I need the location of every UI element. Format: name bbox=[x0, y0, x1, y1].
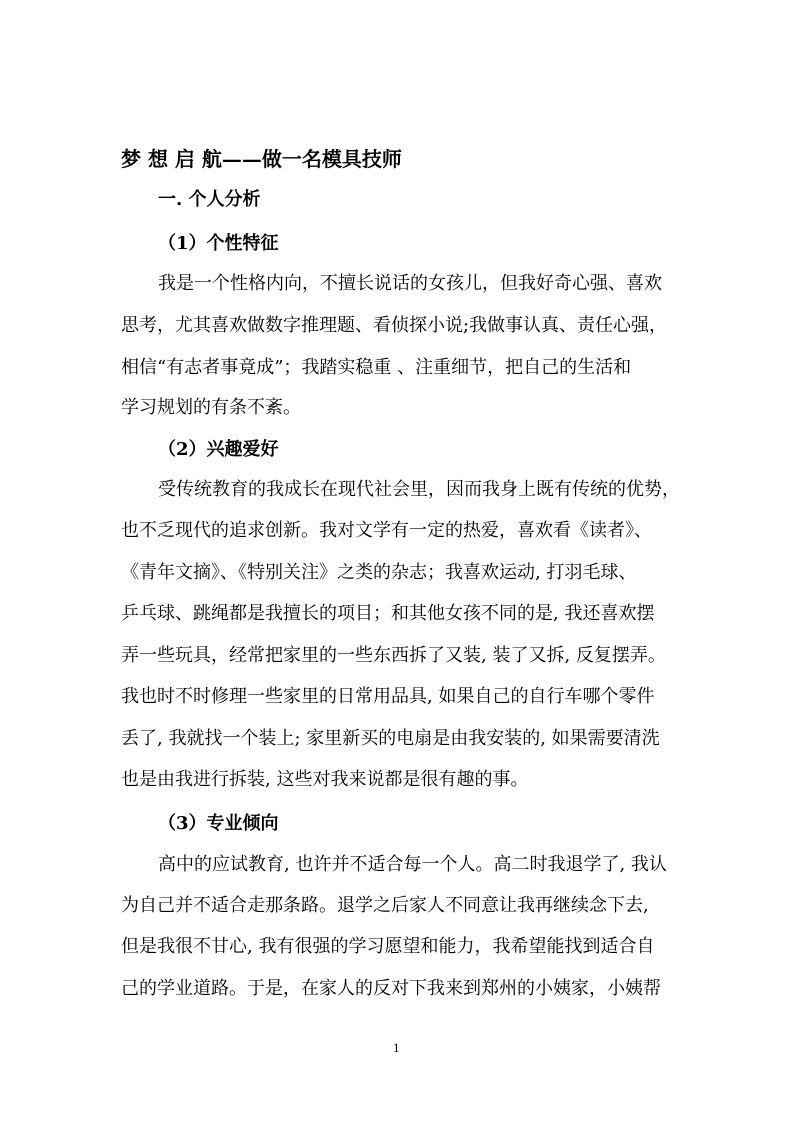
subheading-personality: （1）个性特征 bbox=[158, 233, 279, 254]
paragraph-line: 也不乏现代的追求创新。我对文学有一定的热爱，喜欢看《读者》、 bbox=[121, 520, 652, 541]
paragraph-line: 《青年文摘》、《特别关注》之类的杂志；我喜欢运动, 打羽毛球、 bbox=[121, 562, 637, 583]
paragraph-line: 相信“有志者事竟成”；我踏实稳重 、注重细节，把自己的生活和 bbox=[121, 357, 632, 378]
paragraph-line: 受传统教育的我成长在现代社会里，因而我身上既有传统的优势， bbox=[158, 479, 680, 500]
paragraph-line: 乒乓球、跳绳都是我擅长的项目；和其他女孩不同的是, 我还喜欢摆 bbox=[121, 603, 655, 624]
paragraph-line: 弄一些玩具，经常把家里的一些东西拆了又装, 装了又拆, 反复摆弄。 bbox=[121, 645, 666, 666]
subheading-major: （3）专业倾向 bbox=[158, 813, 279, 834]
paragraph-line: 也是由我进行拆装, 这些对我来说都是很有趣的事。 bbox=[121, 769, 529, 790]
document-title: 梦 想 启 航——做一名模具技师 bbox=[121, 147, 402, 171]
paragraph-line: 我也时不时修理一些家里的日常用品具, 如果自己的自行车哪个零件 bbox=[121, 686, 655, 707]
section-heading-personal-analysis: 一. 个人分析 bbox=[158, 189, 261, 210]
paragraph-line: 高中的应试教育, 也许并不适合每一个人。高二时我退学了, 我认 bbox=[158, 854, 667, 875]
paragraph-line: 为自己并不适合走那条路。退学之后家人不同意让我再继续念下去, bbox=[121, 895, 649, 916]
subheading-interests: （2）兴趣爱好 bbox=[158, 439, 279, 460]
paragraph-line: 但是我很不甘心, 我有很强的学习愿望和能力，我希望能找到适合自 bbox=[121, 936, 655, 957]
paragraph-line: 我是一个性格内向，不擅长说话的女孩儿，但我好奇心强、喜欢 bbox=[158, 273, 662, 294]
paragraph-line: 思考，尤其喜欢做数字推理题、看侦探小说;我做事认真、责任心强， bbox=[121, 315, 668, 336]
paragraph-line: 丢了, 我就找一个装上; 家里新买的电扇是由我安装的, 如果需要清洗 bbox=[121, 728, 660, 749]
page-number: 1 bbox=[393, 1040, 400, 1055]
paragraph-line: 学习规划的有条不紊。 bbox=[121, 397, 301, 418]
paragraph-line: 己的学业道路。于是，在家人的反对下我来到郑州的小姨家，小姨帮 bbox=[121, 978, 661, 999]
